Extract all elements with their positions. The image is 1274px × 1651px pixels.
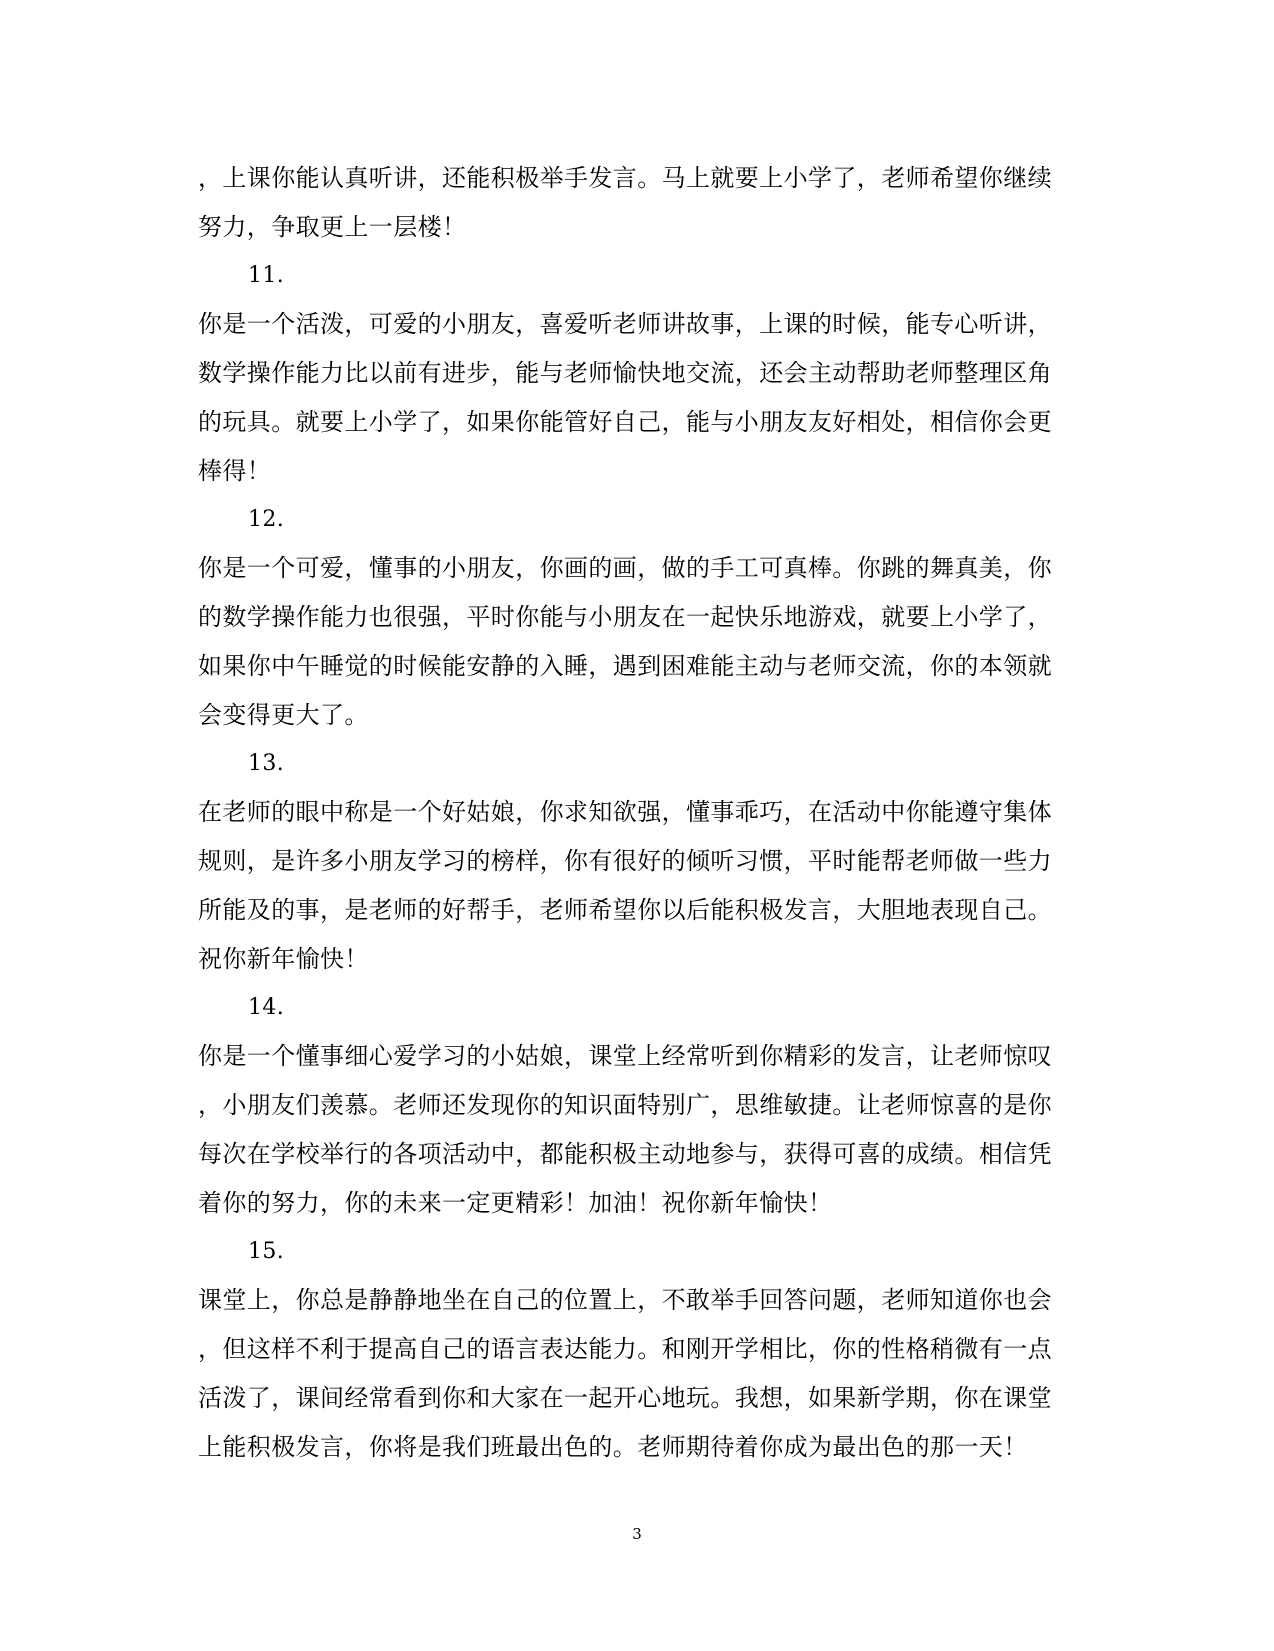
item-number: 12. (248, 506, 285, 532)
text-line: 会变得更大了。 (198, 700, 369, 729)
page-number: 3 (632, 1525, 642, 1543)
item-number: 15. (248, 1238, 285, 1264)
text-line: 你是一个可爱，懂事的小朋友，你画的画，做的手工可真棒。你跳的舞真美，你 (198, 554, 1052, 583)
text-line: 努力，争取更上一层楼！ (198, 212, 467, 241)
text-line: 的数学操作能力也很强，平时你能与小朋友在一起快乐地游戏，就要上小学了， (198, 603, 1052, 632)
text-line: 在老师的眼中称是一个好姑娘，你求知欲强，懂事乖巧，在活动中你能遵守集体 (198, 798, 1052, 827)
text-line: 祝你新年愉快！ (198, 944, 369, 973)
item-number: 13. (248, 750, 285, 776)
text-line: 规则，是许多小朋友学习的榜样，你有很好的倾听习惯，平时能帮老师做一些力 (198, 847, 1052, 876)
text-line: 活泼了，课间经常看到你和大家在一起开心地玩。我想，如果新学期，你在课堂 (198, 1383, 1052, 1412)
document-body (198, 154, 1078, 1472)
item-number: 11. (248, 262, 285, 288)
text-line: 棒得！ (198, 456, 272, 485)
text-line: 上能积极发言，你将是我们班最出色的。老师期待着你成为最出色的那一天！ (198, 1432, 1028, 1461)
text-line: 数学操作能力比以前有进步，能与老师愉快地交流，还会主动帮助老师整理区角 (198, 359, 1052, 388)
text-line: 所能及的事，是老师的好帮手，老师希望你以后能积极发言，大胆地表现自己。 (198, 895, 1052, 924)
text-line: 你是一个懂事细心爱学习的小姑娘，课堂上经常听到你精彩的发言，让老师惊叹 (198, 1042, 1052, 1071)
text-line: 如果你中午睡觉的时候能安静的入睡，遇到困难能主动与老师交流，你的本领就 (198, 651, 1052, 680)
text-line: ，小朋友们羡慕。老师还发现你的知识面特别广，思维敏捷。让老师惊喜的是你 (198, 1091, 1052, 1120)
text-line: ，上课你能认真听讲，还能积极举手发言。马上就要上小学了，老师希望你继续 (198, 164, 1052, 192)
text-line: 的玩具。就要上小学了，如果你能管好自己，能与小朋友友好相处，相信你会更 (198, 407, 1052, 436)
text-line: 每次在学校举行的各项活动中，都能积极主动地参与，获得可喜的成绩。相信凭 (198, 1139, 1052, 1168)
text-line: 课堂上，你总是静静地坐在自己的位置上，不敢举手回答问题，老师知道你也会 (198, 1286, 1052, 1315)
text-line: ，但这样不利于提高自己的语言表达能力。和刚开学相比，你的性格稍微有一点 (198, 1335, 1052, 1364)
text-line: 你是一个活泼，可爱的小朋友，喜爱听老师讲故事，上课的时候，能专心听讲， (198, 310, 1052, 339)
text-line: 着你的努力，你的未来一定更精彩！加油！祝你新年愉快！ (198, 1188, 833, 1217)
item-number: 14. (248, 994, 285, 1020)
